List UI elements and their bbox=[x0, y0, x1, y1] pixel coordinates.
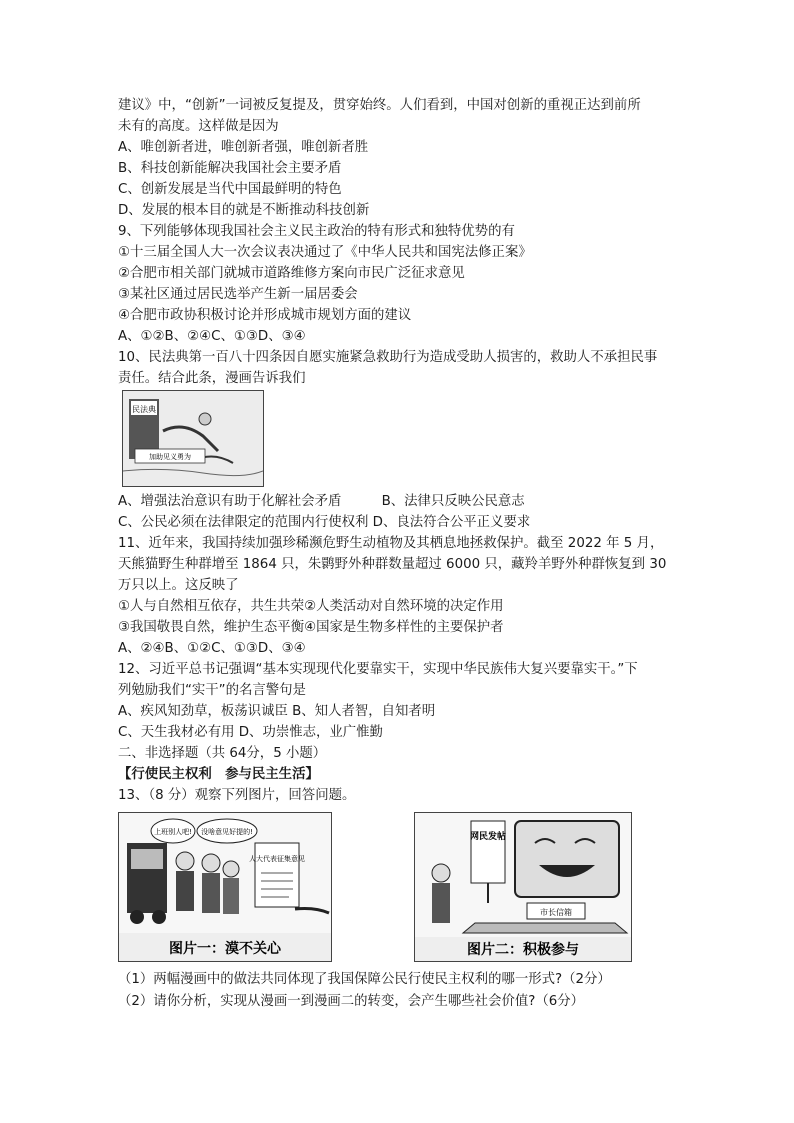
option-line: A、增强法治意识有助于化解社会矛盾 B、法律只反映公民意志 bbox=[118, 494, 525, 509]
text-line: 建议》中，“创新”一词被反复提及，贯穿始终。人们看到，中国对创新的重视正达到前所 bbox=[118, 98, 641, 113]
cartoon-participation-drawing bbox=[415, 813, 631, 961]
option-line: C、创新发展是当代中国最鲜明的特色 bbox=[118, 182, 342, 197]
statement-line: ④合肥市政协积极讨论并形成城市规划方面的建议 bbox=[118, 308, 412, 323]
question-line: 9、下列能够体现我国社会主义民主政治的特有形式和独特优势的有 bbox=[118, 224, 515, 239]
question-line: 天熊猫野生种群增至 1864 只，朱鹮野外种群数量超过 6000 只，藏羚羊野外种群恢复到 30 bbox=[118, 557, 667, 572]
statement-line: ③我国敬畏自然，维护生态平衡④国家是生物多样性的主要保护者 bbox=[118, 620, 504, 635]
cartoon-indifference bbox=[118, 812, 332, 962]
sign-good-samaritan: 加助见义勇为 bbox=[149, 453, 191, 461]
cartoon-indifference-drawing bbox=[119, 813, 331, 961]
question-line: 万只以上。这反映了 bbox=[118, 578, 239, 593]
text-line: 未有的高度。这样做是因为 bbox=[118, 119, 279, 134]
statement-line: ①人与自然相互依存，共生共荣②人类活动对自然环境的决定作用 bbox=[118, 599, 504, 614]
statement-line: ②合肥市相关部门就城市道路维修方案向市民广泛征求意见 bbox=[118, 266, 465, 281]
netizen-post-sign: 网民发帖 bbox=[469, 832, 507, 842]
question-line: 责任。结合此条，漫画告诉我们 bbox=[118, 371, 306, 386]
option-line: A、疾风知劲草，板荡识诚臣 B、知人者智，自知者明 bbox=[118, 704, 436, 719]
option-line: A、②④B、①②C、①③D、③④ bbox=[118, 641, 306, 656]
document-title: 人大代表征集意见 bbox=[249, 855, 305, 863]
option-line: C、天生我材必有用 D、功崇惟志，业广惟勤 bbox=[118, 725, 383, 740]
question-line: 11、近年来，我国持续加强珍稀濒危野生动植物及其栖息地拯救保护。截至 2022 年 5 月， bbox=[118, 536, 664, 551]
cartoon-civil-code bbox=[122, 390, 264, 487]
option-line: A、①②B、②④C、①③D、③④ bbox=[118, 329, 306, 344]
mayor-mailbox-label: 市长信箱 bbox=[540, 908, 572, 917]
speech-bubble-right: 没啥意见好提的! bbox=[201, 828, 253, 836]
question-line: 13、（8 分）观察下列图片，回答问题。 bbox=[118, 788, 356, 803]
statement-line: ③某社区通过居民选举产生新一届居委会 bbox=[118, 287, 358, 302]
section-theme: 【行使民主权利 参与民主生活】 bbox=[118, 767, 319, 782]
speech-bubble-left: 上班别人吧! bbox=[154, 828, 192, 836]
option-line: C、公民必须在法律限定的范围内行使权利 D、良法符合公平正义要求 bbox=[118, 515, 531, 530]
sub-question: （1）两幅漫画中的做法共同体现了我国保障公民行使民主权利的哪一形式?（2分） bbox=[118, 972, 611, 987]
option-line: A、唯创新者进，唯创新者强，唯创新者胜 bbox=[118, 140, 369, 155]
sign-civil-code: 民法典 bbox=[132, 405, 156, 414]
caption-indifference: 图片一：漠不关心 bbox=[169, 941, 281, 957]
question-line: 10、民法典第一百八十四条因自愿实施紧急救助行为造成受助人损害的，救助人不承担民事 bbox=[118, 350, 658, 365]
caption-participation: 图片二：积极参与 bbox=[467, 942, 579, 958]
cartoon-civil-code-drawing bbox=[123, 391, 263, 486]
statement-line: ①十三届全国人大一次会议表决通过了《中华人民共和国宪法修正案》 bbox=[118, 245, 532, 260]
question-line: 12、习近平总书记强调“基本实现现代化要靠实干，实现中华民族伟大复兴要靠实干。”下 bbox=[118, 662, 638, 677]
question-line: 列勉励我们“实干”的名言警句是 bbox=[118, 683, 306, 698]
cartoon-participation bbox=[414, 812, 632, 962]
option-line: B、科技创新能解决我国社会主要矛盾 bbox=[118, 161, 342, 176]
sub-question: （2）请你分析，实现从漫画一到漫画二的转变，会产生哪些社会价值?（6分） bbox=[118, 994, 585, 1009]
section-heading: 二、非选择题（共 64分，5 小题） bbox=[118, 746, 327, 761]
option-line: D、发展的根本目的就是不断推动科技创新 bbox=[118, 203, 370, 218]
